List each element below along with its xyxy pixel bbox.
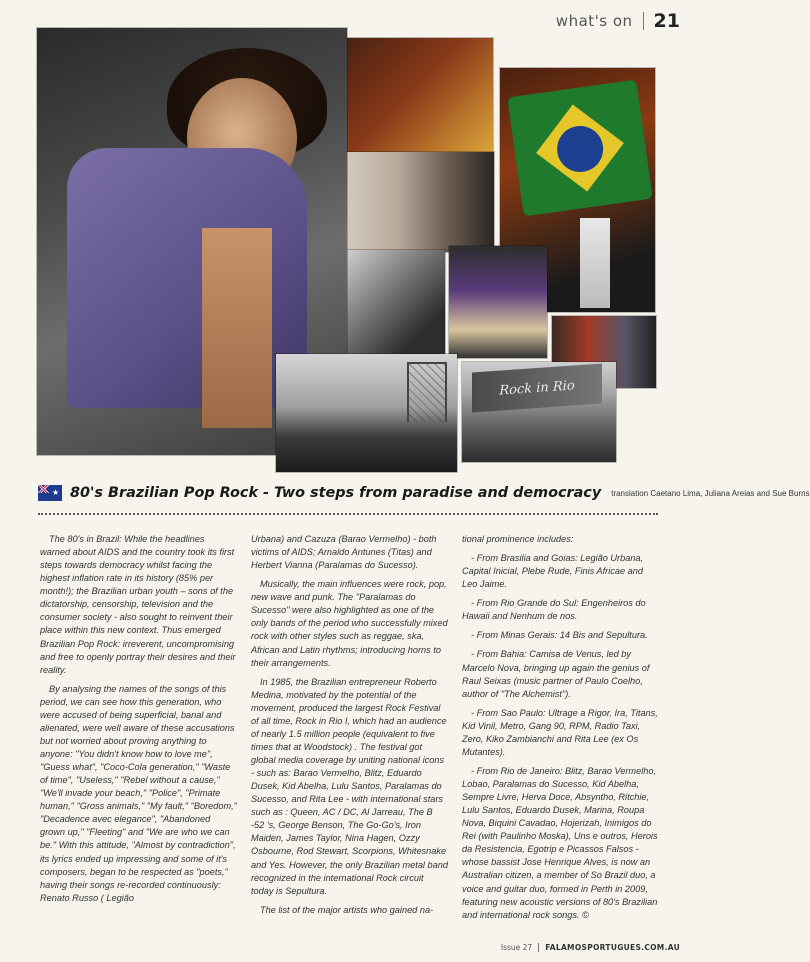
photo-festival-crowd [276, 354, 457, 472]
photo-rock-in-rio-sign [462, 362, 616, 462]
footer-divider [538, 943, 539, 952]
column-1 [40, 533, 237, 928]
page-header [556, 10, 680, 32]
light-tower-icon [407, 362, 447, 422]
list-item: - From Brasilia and Goias: Legião Urbana, Capital Inicial, Plebe Rude, Finis Africae and Leo Jaime. [462, 553, 644, 590]
section-label: what's on [555, 12, 633, 30]
banner-text: Rock in Rio [499, 377, 575, 399]
list-item: - From Minas Gerais: 14 Bis and Sepultura. [471, 630, 648, 641]
paragraph: The 80's in Brazil: While the headlines warned about AIDS and the country took its first steps towards democracy whilst facing the highest inflation rate in its history (85% per month!); the Brazilian urban youth – sons of the dictatorship, censorship, television and the consumer society - also sought to reinvent their place within this new context. Thus emerged Brazilian Pop Rock: irreverent, uncompromising and free to openly portray their desires and their reality. [40, 534, 236, 675]
paragraph: The list of the major artists who gained na- [260, 904, 434, 915]
paragraph: Urbana) and Cazuza (Barao Vermelho) - both victims of AIDS; Arnaldo Antunes (Titas) and Herbert Vianna (Paralamas do Sucesso). [251, 534, 437, 571]
photo-dancers [449, 246, 547, 358]
article-title-bar [38, 485, 810, 501]
website-link[interactable]: FALAMOSPORTUGUES.COM.AU [545, 943, 680, 952]
paragraph: Musically, the main influences were rock, pop, new wave and punk. The "Paralamas do Sucesso" were also highlighted as one of the only bands of the period who successfully mixed rock with other styles such as reggae, ska, African and Latin rhythms; introducing horns to their arrangements. [251, 579, 448, 668]
column-3 [462, 533, 659, 928]
list-item: - From Rio Grande do Sul: Engenheiros do Hawaii and Nenhum de nos. [462, 598, 646, 622]
paragraph: tional prominence includes: [462, 534, 574, 544]
paragraph: In 1985, the Brazilian entrepreneur Roberto Medina, motivated by the potential of the movement, produced the largest Rock Festival of all time, Rock in Rio I, which had an audience of nearly 1.5 million people (equivalent to five times that at Woodstock) . The festival got global media coverage by uniting national icons - such as: Barao Vermelho, Blitz, Eduardo Dusek, Kid Abelha, Lulu Santos, Paralamas do Sucesso, and Rita Lee - with international stars such as : Queen, AC / DC, Al Jarreau, The B -52 's, George Benson, The Go-Go's, Iron Maiden, James Taylor, Nina Hagen, Ozzy Osbourne, Rod Stewart, Scorpions, Whitesnake and Yes. However, the only Brazilian metal band recognized in the international Rock circuit today is Sepultura. [251, 676, 448, 896]
photo-band-members [334, 152, 494, 252]
column-2 [251, 533, 448, 928]
page-footer [501, 943, 680, 952]
rock-in-rio-banner [472, 363, 602, 412]
article-body [40, 533, 660, 928]
australia-flag-icon [38, 485, 62, 501]
header-divider [643, 12, 644, 30]
list-item: - From Sao Paulo: Ultrage a Rigor, Ira, Titans, Kid Vinil, Metro, Gang 90, RPM, Radio Taxi, Zero, Kiko Zambianchi and Rita Lee (ex Os Mutantes). [462, 707, 658, 757]
brazil-flag-icon [507, 80, 652, 217]
dotted-divider [38, 513, 658, 515]
list-item: - From Bahia: Camisa de Venus, led by Marcelo Nova, bringing up again the genius of Raul Seixas (music partner of Paulo Coelho, author of "The Alchemist"). [462, 649, 650, 699]
article-title: 80's Brazilian Pop Rock - Two steps from paradise and democracy [70, 485, 602, 501]
issue-number: Issue 27 [500, 943, 533, 952]
page-number: 21 [653, 10, 680, 32]
translation-credit: translation Caetano Lima, Juliana Areias and Sue Burns [611, 488, 810, 498]
list-item: - From Rio de Janeiro: Blitz, Barao Vermelho, Lobao, Paralamas do Sucesso, Kid Abelha, Sempre Livre, Herva Doce, Absyntho, Ritchie, Lulu Santos, Eduardo Dusek, Marina, Roupa Nova, Biquini Cavadao, Hojerizah, Inimigos do Rei (with Paulinho Moska), Uns e outros, Herois da Resistencia, Egotrip e Picassos Falsos - whose bassist Jose Henrique Alves, is now an Australian citizen, a member of So Brazil duo, a voice and guitar duo, formed in Perth in 2009, featuring new acoustic versions of 80's Brazilian and international rock songs. © [462, 765, 658, 920]
paragraph: By analysing the names of the songs of this period, we can see how this generation, who were accused of being superficial, banal and alienated, were well aware of these accusations but not worried about proving anything to anyone: "You didn't know how to love me", "Guess what", "Coco-Cola generation," "Waste of time", "Useless," "Rebel without a cause," "We'll invade your beach," "Police", "Primate human," "Gross animals," "My fault," "Boredom," "Decadence avec elegance", "Abandoned grown up," "Fleeting" and "We are who we can be." With this attitude, "Almost by contradiction", its lyrics ended up impressing and some of it's composers, began to be respected as "poets," having their songs re-recorded continuously: Renato Russo ( Legião [40, 683, 237, 903]
